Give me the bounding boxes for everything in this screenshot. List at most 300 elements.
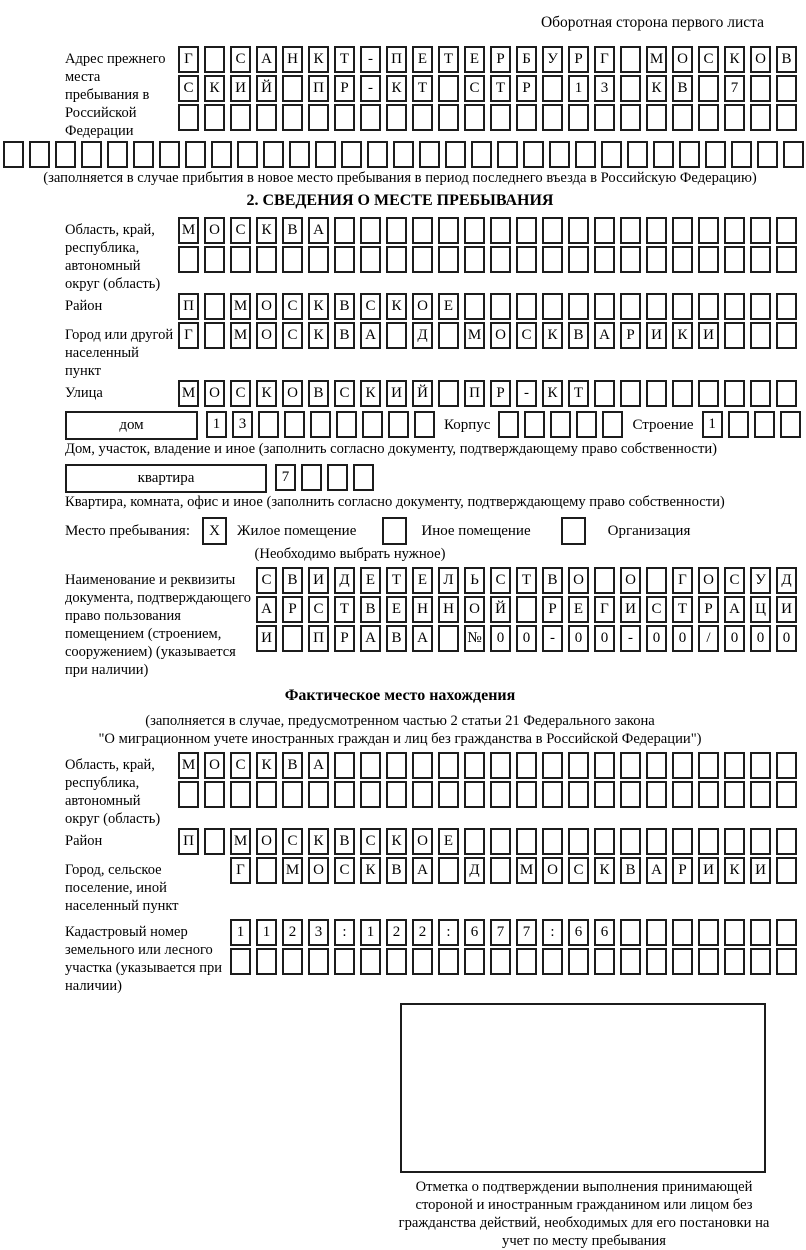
char-cell[interactable]: [601, 141, 622, 168]
char-cell[interactable]: Р: [490, 46, 511, 73]
char-cell[interactable]: [178, 246, 199, 273]
char-cell[interactable]: Е: [568, 596, 589, 623]
char-cell[interactable]: [490, 857, 511, 884]
char-cell[interactable]: В: [568, 322, 589, 349]
char-cell[interactable]: [414, 411, 435, 438]
char-cell[interactable]: В: [620, 857, 641, 884]
char-cell[interactable]: О: [282, 380, 303, 407]
char-cell[interactable]: В: [542, 567, 563, 594]
char-cell[interactable]: [516, 752, 537, 779]
char-cell[interactable]: [107, 141, 128, 168]
char-cell[interactable]: О: [750, 46, 771, 73]
char-cell[interactable]: [776, 781, 797, 808]
char-cell[interactable]: [542, 948, 563, 975]
char-cell[interactable]: [646, 948, 667, 975]
char-cell[interactable]: [360, 217, 381, 244]
char-cell[interactable]: А: [594, 322, 615, 349]
char-cell[interactable]: М: [516, 857, 537, 884]
char-cell[interactable]: [542, 293, 563, 320]
char-cell[interactable]: И: [230, 75, 251, 102]
char-cell[interactable]: Д: [334, 567, 355, 594]
char-cell[interactable]: К: [724, 857, 745, 884]
char-cell[interactable]: [698, 380, 719, 407]
char-cell[interactable]: О: [308, 857, 329, 884]
char-cell[interactable]: [542, 828, 563, 855]
char-cell[interactable]: [724, 380, 745, 407]
char-cell[interactable]: -: [516, 380, 537, 407]
char-cell[interactable]: К: [542, 322, 563, 349]
other-premises-checkbox[interactable]: [382, 517, 407, 545]
char-cell[interactable]: [256, 781, 277, 808]
char-cell[interactable]: Т: [334, 596, 355, 623]
char-cell[interactable]: И: [776, 596, 797, 623]
char-cell[interactable]: [464, 828, 485, 855]
char-cell[interactable]: [783, 141, 804, 168]
char-cell[interactable]: [776, 919, 797, 946]
char-cell[interactable]: 2: [412, 919, 433, 946]
char-cell[interactable]: 1: [568, 75, 589, 102]
char-cell[interactable]: В: [386, 625, 407, 652]
char-cell[interactable]: П: [308, 75, 329, 102]
char-cell[interactable]: [490, 104, 511, 131]
char-cell[interactable]: [438, 948, 459, 975]
char-cell[interactable]: [204, 104, 225, 131]
char-cell[interactable]: [341, 141, 362, 168]
char-cell[interactable]: [464, 293, 485, 320]
char-cell[interactable]: Р: [672, 857, 693, 884]
char-cell[interactable]: М: [282, 857, 303, 884]
char-cell[interactable]: [776, 380, 797, 407]
char-cell[interactable]: 1: [702, 411, 723, 438]
char-cell[interactable]: И: [386, 380, 407, 407]
char-cell[interactable]: [438, 752, 459, 779]
char-cell[interactable]: [776, 293, 797, 320]
char-cell[interactable]: [308, 948, 329, 975]
char-cell[interactable]: [646, 217, 667, 244]
char-cell[interactable]: [360, 246, 381, 273]
char-cell[interactable]: Р: [698, 596, 719, 623]
char-cell[interactable]: [594, 828, 615, 855]
char-cell[interactable]: [750, 104, 771, 131]
char-cell[interactable]: [230, 104, 251, 131]
char-cell[interactable]: О: [256, 293, 277, 320]
char-cell[interactable]: [672, 752, 693, 779]
char-cell[interactable]: [776, 104, 797, 131]
char-cell[interactable]: [776, 948, 797, 975]
char-cell[interactable]: [653, 141, 674, 168]
char-cell[interactable]: М: [464, 322, 485, 349]
char-cell[interactable]: А: [412, 625, 433, 652]
char-cell[interactable]: [386, 752, 407, 779]
char-cell[interactable]: [386, 781, 407, 808]
char-cell[interactable]: [360, 104, 381, 131]
char-cell[interactable]: [289, 141, 310, 168]
char-cell[interactable]: О: [256, 828, 277, 855]
char-cell[interactable]: [568, 752, 589, 779]
char-cell[interactable]: К: [386, 828, 407, 855]
char-cell[interactable]: [412, 246, 433, 273]
char-cell[interactable]: [620, 246, 641, 273]
char-cell[interactable]: С: [282, 828, 303, 855]
char-cell[interactable]: Н: [438, 596, 459, 623]
char-cell[interactable]: К: [308, 46, 329, 73]
char-cell[interactable]: [750, 948, 771, 975]
char-cell[interactable]: [724, 217, 745, 244]
char-cell[interactable]: [698, 217, 719, 244]
char-cell[interactable]: [178, 781, 199, 808]
char-cell[interactable]: С: [464, 75, 485, 102]
char-cell[interactable]: [620, 75, 641, 102]
char-cell[interactable]: [464, 217, 485, 244]
char-cell[interactable]: О: [568, 567, 589, 594]
char-cell[interactable]: [498, 411, 519, 438]
char-cell[interactable]: [776, 857, 797, 884]
char-cell[interactable]: [386, 104, 407, 131]
char-cell[interactable]: Е: [412, 567, 433, 594]
char-cell[interactable]: [445, 141, 466, 168]
char-cell[interactable]: [336, 411, 357, 438]
char-cell[interactable]: А: [256, 46, 277, 73]
char-cell[interactable]: В: [776, 46, 797, 73]
char-cell[interactable]: Р: [334, 75, 355, 102]
char-cell[interactable]: [204, 828, 225, 855]
char-cell[interactable]: Д: [464, 857, 485, 884]
char-cell[interactable]: Е: [412, 46, 433, 73]
char-cell[interactable]: В: [282, 567, 303, 594]
char-cell[interactable]: [133, 141, 154, 168]
char-cell[interactable]: [776, 322, 797, 349]
char-cell[interactable]: [750, 380, 771, 407]
char-cell[interactable]: [620, 828, 641, 855]
char-cell[interactable]: О: [412, 293, 433, 320]
char-cell[interactable]: [438, 217, 459, 244]
char-cell[interactable]: [230, 246, 251, 273]
char-cell[interactable]: М: [230, 322, 251, 349]
char-cell[interactable]: [594, 104, 615, 131]
char-cell[interactable]: [386, 217, 407, 244]
char-cell[interactable]: [698, 293, 719, 320]
char-cell[interactable]: [490, 781, 511, 808]
char-cell[interactable]: 2: [282, 919, 303, 946]
char-cell[interactable]: [386, 322, 407, 349]
char-cell[interactable]: Б: [516, 46, 537, 73]
char-cell[interactable]: С: [256, 567, 277, 594]
char-cell[interactable]: [776, 828, 797, 855]
char-cell[interactable]: О: [672, 46, 693, 73]
char-cell[interactable]: М: [230, 293, 251, 320]
char-cell[interactable]: Т: [672, 596, 693, 623]
char-cell[interactable]: [620, 46, 641, 73]
char-cell[interactable]: [698, 919, 719, 946]
char-cell[interactable]: [620, 948, 641, 975]
char-cell[interactable]: М: [646, 46, 667, 73]
char-cell[interactable]: В: [386, 857, 407, 884]
char-cell[interactable]: [438, 104, 459, 131]
char-cell[interactable]: [750, 217, 771, 244]
char-cell[interactable]: [646, 567, 667, 594]
char-cell[interactable]: :: [542, 919, 563, 946]
char-cell[interactable]: О: [204, 217, 225, 244]
char-cell[interactable]: А: [360, 322, 381, 349]
char-cell[interactable]: Р: [490, 380, 511, 407]
char-cell[interactable]: [178, 104, 199, 131]
char-cell[interactable]: К: [386, 75, 407, 102]
char-cell[interactable]: С: [724, 567, 745, 594]
char-cell[interactable]: О: [256, 322, 277, 349]
char-cell[interactable]: [516, 781, 537, 808]
char-cell[interactable]: 3: [594, 75, 615, 102]
char-cell[interactable]: Т: [386, 567, 407, 594]
char-cell[interactable]: А: [256, 596, 277, 623]
char-cell[interactable]: [646, 104, 667, 131]
char-cell[interactable]: В: [282, 217, 303, 244]
char-cell[interactable]: Г: [230, 857, 251, 884]
char-cell[interactable]: [672, 293, 693, 320]
char-cell[interactable]: [698, 104, 719, 131]
char-cell[interactable]: [438, 857, 459, 884]
char-cell[interactable]: [672, 217, 693, 244]
char-cell[interactable]: 1: [360, 919, 381, 946]
char-cell[interactable]: К: [360, 380, 381, 407]
char-cell[interactable]: С: [230, 46, 251, 73]
char-cell[interactable]: Ц: [750, 596, 771, 623]
char-cell[interactable]: Е: [386, 596, 407, 623]
char-cell[interactable]: В: [334, 828, 355, 855]
char-cell[interactable]: О: [490, 322, 511, 349]
char-cell[interactable]: [490, 948, 511, 975]
char-cell[interactable]: [282, 625, 303, 652]
char-cell[interactable]: [620, 293, 641, 320]
char-cell[interactable]: А: [412, 857, 433, 884]
char-cell[interactable]: [698, 948, 719, 975]
char-cell[interactable]: [237, 141, 258, 168]
char-cell[interactable]: [646, 293, 667, 320]
char-cell[interactable]: [334, 246, 355, 273]
char-cell[interactable]: [334, 781, 355, 808]
char-cell[interactable]: Т: [568, 380, 589, 407]
char-cell[interactable]: 1: [230, 919, 251, 946]
char-cell[interactable]: Г: [594, 46, 615, 73]
char-cell[interactable]: М: [178, 752, 199, 779]
char-cell[interactable]: Е: [360, 567, 381, 594]
char-cell[interactable]: В: [308, 380, 329, 407]
char-cell[interactable]: С: [360, 828, 381, 855]
char-cell[interactable]: [620, 752, 641, 779]
char-cell[interactable]: [646, 781, 667, 808]
char-cell[interactable]: [412, 104, 433, 131]
char-cell[interactable]: М: [178, 217, 199, 244]
char-cell[interactable]: У: [542, 46, 563, 73]
char-cell[interactable]: [419, 141, 440, 168]
char-cell[interactable]: [490, 217, 511, 244]
char-cell[interactable]: [310, 411, 331, 438]
char-cell[interactable]: Г: [178, 46, 199, 73]
char-cell[interactable]: [516, 293, 537, 320]
char-cell[interactable]: [776, 246, 797, 273]
char-cell[interactable]: С: [230, 380, 251, 407]
char-cell[interactable]: [750, 322, 771, 349]
char-cell[interactable]: [334, 217, 355, 244]
char-cell[interactable]: Е: [464, 46, 485, 73]
char-cell[interactable]: [594, 246, 615, 273]
char-cell[interactable]: [542, 104, 563, 131]
char-cell[interactable]: -: [620, 625, 641, 652]
char-cell[interactable]: В: [334, 293, 355, 320]
char-cell[interactable]: :: [438, 919, 459, 946]
char-cell[interactable]: [731, 141, 752, 168]
char-cell[interactable]: П: [178, 293, 199, 320]
char-cell[interactable]: [308, 246, 329, 273]
char-cell[interactable]: [542, 781, 563, 808]
char-cell[interactable]: [464, 781, 485, 808]
char-cell[interactable]: [672, 781, 693, 808]
char-cell[interactable]: [672, 948, 693, 975]
char-cell[interactable]: Й: [490, 596, 511, 623]
char-cell[interactable]: [524, 411, 545, 438]
char-cell[interactable]: [750, 828, 771, 855]
char-cell[interactable]: Р: [516, 75, 537, 102]
char-cell[interactable]: [211, 141, 232, 168]
char-cell[interactable]: К: [360, 857, 381, 884]
char-cell[interactable]: [360, 752, 381, 779]
residential-checkbox[interactable]: X: [202, 517, 227, 545]
char-cell[interactable]: О: [204, 380, 225, 407]
char-cell[interactable]: Ь: [464, 567, 485, 594]
char-cell[interactable]: [204, 322, 225, 349]
char-cell[interactable]: [516, 104, 537, 131]
char-cell[interactable]: М: [230, 828, 251, 855]
char-cell[interactable]: 0: [646, 625, 667, 652]
char-cell[interactable]: Н: [412, 596, 433, 623]
char-cell[interactable]: [412, 781, 433, 808]
char-cell[interactable]: [360, 781, 381, 808]
char-cell[interactable]: С: [568, 857, 589, 884]
char-cell[interactable]: [29, 141, 50, 168]
char-cell[interactable]: [568, 948, 589, 975]
char-cell[interactable]: [55, 141, 76, 168]
char-cell[interactable]: [301, 464, 322, 491]
char-cell[interactable]: [159, 141, 180, 168]
char-cell[interactable]: [490, 246, 511, 273]
char-cell[interactable]: [3, 141, 24, 168]
char-cell[interactable]: 6: [594, 919, 615, 946]
char-cell[interactable]: [620, 380, 641, 407]
char-cell[interactable]: [327, 464, 348, 491]
char-cell[interactable]: [646, 380, 667, 407]
char-cell[interactable]: [594, 567, 615, 594]
char-cell[interactable]: [386, 948, 407, 975]
char-cell[interactable]: [620, 217, 641, 244]
char-cell[interactable]: [568, 293, 589, 320]
char-cell[interactable]: [256, 857, 277, 884]
char-cell[interactable]: И: [620, 596, 641, 623]
char-cell[interactable]: С: [516, 322, 537, 349]
char-cell[interactable]: [776, 75, 797, 102]
char-cell[interactable]: №: [464, 625, 485, 652]
char-cell[interactable]: С: [282, 293, 303, 320]
char-cell[interactable]: [516, 596, 537, 623]
char-cell[interactable]: С: [178, 75, 199, 102]
char-cell[interactable]: К: [672, 322, 693, 349]
char-cell[interactable]: Л: [438, 567, 459, 594]
char-cell[interactable]: Р: [620, 322, 641, 349]
char-cell[interactable]: Д: [776, 567, 797, 594]
char-cell[interactable]: [776, 752, 797, 779]
char-cell[interactable]: [464, 752, 485, 779]
char-cell[interactable]: С: [308, 596, 329, 623]
char-cell[interactable]: [646, 919, 667, 946]
char-cell[interactable]: [646, 752, 667, 779]
char-cell[interactable]: [646, 828, 667, 855]
char-cell[interactable]: Р: [568, 46, 589, 73]
char-cell[interactable]: Г: [594, 596, 615, 623]
char-cell[interactable]: С: [490, 567, 511, 594]
char-cell[interactable]: [724, 919, 745, 946]
char-cell[interactable]: [698, 828, 719, 855]
char-cell[interactable]: И: [646, 322, 667, 349]
char-cell[interactable]: Е: [438, 293, 459, 320]
char-cell[interactable]: О: [620, 567, 641, 594]
char-cell[interactable]: [594, 293, 615, 320]
char-cell[interactable]: Р: [334, 625, 355, 652]
char-cell[interactable]: [230, 948, 251, 975]
char-cell[interactable]: 0: [672, 625, 693, 652]
char-cell[interactable]: [568, 104, 589, 131]
char-cell[interactable]: Р: [282, 596, 303, 623]
char-cell[interactable]: С: [230, 752, 251, 779]
char-cell[interactable]: /: [698, 625, 719, 652]
char-cell[interactable]: Д: [412, 322, 433, 349]
char-cell[interactable]: В: [360, 596, 381, 623]
char-cell[interactable]: [353, 464, 374, 491]
char-cell[interactable]: [386, 246, 407, 273]
char-cell[interactable]: 0: [594, 625, 615, 652]
char-cell[interactable]: [263, 141, 284, 168]
char-cell[interactable]: [438, 380, 459, 407]
char-cell[interactable]: [388, 411, 409, 438]
char-cell[interactable]: [230, 781, 251, 808]
char-cell[interactable]: [724, 752, 745, 779]
char-cell[interactable]: П: [386, 46, 407, 73]
char-cell[interactable]: А: [646, 857, 667, 884]
char-cell[interactable]: [594, 948, 615, 975]
char-cell[interactable]: [672, 104, 693, 131]
char-cell[interactable]: [204, 246, 225, 273]
char-cell[interactable]: [542, 217, 563, 244]
char-cell[interactable]: [284, 411, 305, 438]
char-cell[interactable]: П: [464, 380, 485, 407]
char-cell[interactable]: [412, 217, 433, 244]
char-cell[interactable]: 7: [490, 919, 511, 946]
char-cell[interactable]: [754, 411, 775, 438]
char-cell[interactable]: Г: [672, 567, 693, 594]
char-cell[interactable]: 3: [308, 919, 329, 946]
char-cell[interactable]: Т: [438, 46, 459, 73]
char-cell[interactable]: [542, 752, 563, 779]
char-cell[interactable]: [750, 246, 771, 273]
char-cell[interactable]: [204, 781, 225, 808]
char-cell[interactable]: [204, 46, 225, 73]
char-cell[interactable]: И: [256, 625, 277, 652]
char-cell[interactable]: [728, 411, 749, 438]
char-cell[interactable]: [575, 141, 596, 168]
char-cell[interactable]: В: [672, 75, 693, 102]
char-cell[interactable]: [672, 246, 693, 273]
char-cell[interactable]: В: [334, 322, 355, 349]
char-cell[interactable]: [698, 75, 719, 102]
char-cell[interactable]: [393, 141, 414, 168]
char-cell[interactable]: [724, 828, 745, 855]
